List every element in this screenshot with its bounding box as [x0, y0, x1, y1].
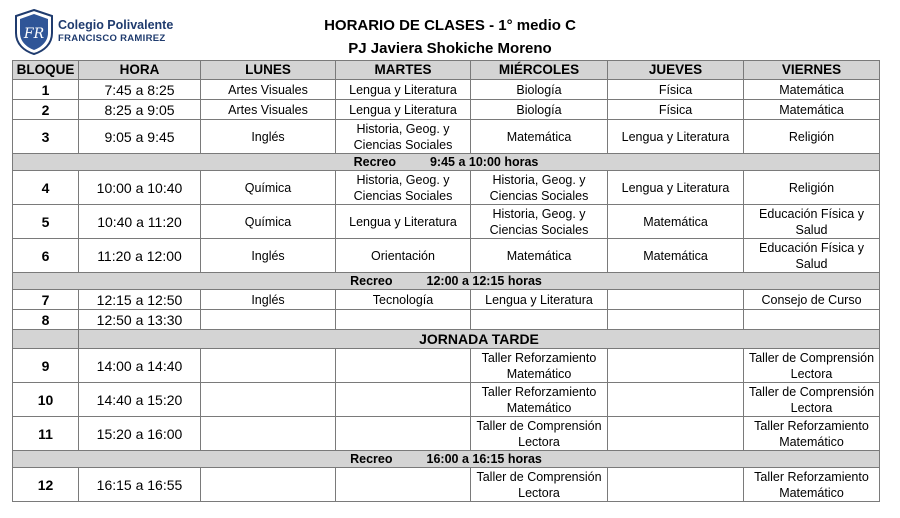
- column-header: JUEVES: [608, 61, 744, 80]
- time-range: 10:40 a 11:20: [79, 205, 201, 239]
- table-row: [13, 120, 880, 154]
- subject-line: Química: [244, 214, 292, 229]
- subject-cell: [608, 120, 744, 154]
- subject-cell: [471, 290, 608, 310]
- subject-line: Ciencias Sociales: [353, 137, 453, 152]
- subject-line: Biología: [516, 102, 562, 117]
- subject-cell: [336, 417, 471, 451]
- table-row: [13, 349, 880, 383]
- subject-cell: [744, 417, 880, 451]
- block-number: 10: [13, 383, 79, 417]
- table-row: [13, 205, 880, 239]
- subject-cell: [471, 383, 608, 417]
- subject-cell: [201, 468, 336, 502]
- subject-cell: [336, 349, 471, 383]
- subject-cell: [336, 383, 471, 417]
- subject-line: Consejo de Curso: [761, 292, 862, 307]
- column-header: MIÉRCOLES: [471, 61, 608, 80]
- subject-line: Física: [658, 82, 693, 97]
- subject-cell: [744, 80, 880, 100]
- time-range: 8:25 a 9:05: [79, 100, 201, 120]
- subject-line: Salud: [795, 256, 828, 271]
- table-row: [13, 310, 880, 330]
- table-row: [13, 290, 880, 310]
- subject-cell: [608, 417, 744, 451]
- subject-cell: [744, 468, 880, 502]
- subject-line: Educación Física y: [759, 240, 864, 255]
- subject-cell: [471, 80, 608, 100]
- page-subtitle: PJ Javiera Shokiche Moreno: [348, 40, 552, 57]
- subject-line: Taller de Comprensión: [476, 418, 602, 433]
- subject-cell: [201, 239, 336, 273]
- column-header: BLOQUE: [13, 61, 79, 80]
- subject-line: Lectora: [518, 434, 560, 449]
- subject-cell: [336, 468, 471, 502]
- subject-cell: [336, 290, 471, 310]
- subject-cell: [201, 100, 336, 120]
- crest-monogram: FR: [23, 26, 45, 42]
- subject-cell: [201, 383, 336, 417]
- subject-line: Matemática: [779, 82, 844, 97]
- time-range: 16:15 a 16:55: [79, 468, 201, 502]
- time-range: 10:00 a 10:40: [79, 171, 201, 205]
- subject-cell: [471, 239, 608, 273]
- subject-cell: [471, 349, 608, 383]
- table-row: [13, 239, 880, 273]
- subject-line: Matemático: [779, 434, 844, 449]
- subject-line: Lengua y Literatura: [621, 129, 730, 144]
- subject-cell: [201, 290, 336, 310]
- session-spacer: [13, 330, 79, 349]
- schedule-body: [13, 80, 880, 502]
- subject-line: Lengua y Literatura: [349, 214, 457, 229]
- column-header: MARTES: [336, 61, 471, 80]
- time-range: 15:20 a 16:00: [79, 417, 201, 451]
- block-number: 4: [13, 171, 79, 205]
- break-row: [13, 154, 880, 171]
- column-header: VIERNES: [744, 61, 880, 80]
- block-number: 3: [13, 120, 79, 154]
- table-row: [13, 468, 880, 502]
- block-number: 8: [13, 310, 79, 330]
- subject-cell: [744, 310, 880, 330]
- subject-line: Ciencias Sociales: [353, 188, 453, 203]
- subject-line: Taller Reforzamiento: [754, 469, 869, 484]
- subject-line: Religión: [788, 180, 835, 195]
- subject-cell: [471, 171, 608, 205]
- subject-line: Ciencias Sociales: [489, 222, 589, 237]
- subject-line: Inglés: [251, 129, 285, 144]
- subject-line: Artes Visuales: [228, 82, 308, 97]
- table-row: [13, 80, 880, 100]
- session-label: JORNADA TARDE: [79, 330, 880, 349]
- subject-cell: [201, 417, 336, 451]
- block-number: 7: [13, 290, 79, 310]
- break-row: [13, 451, 880, 468]
- subject-cell: [201, 310, 336, 330]
- subject-cell: [608, 383, 744, 417]
- subject-line: Taller de Comprensión: [748, 384, 875, 399]
- header-row: [13, 61, 880, 80]
- block-number: 9: [13, 349, 79, 383]
- subject-line: Historia, Geog. y: [356, 172, 450, 187]
- block-number: 5: [13, 205, 79, 239]
- break-label: Recreo: [350, 452, 393, 466]
- school-name: Colegio Polivalente: [58, 18, 174, 32]
- schedule-table: [12, 60, 880, 502]
- break-time: 12:00 a 12:15 horas: [426, 274, 542, 288]
- subject-line: Artes Visuales: [228, 102, 308, 117]
- subject-line: Matemático: [506, 400, 572, 415]
- subject-cell: [336, 205, 471, 239]
- subject-line: Lectora: [790, 366, 833, 381]
- table-row: [13, 383, 880, 417]
- subject-line: Lengua y Literatura: [485, 292, 593, 307]
- time-range: 9:05 a 9:45: [79, 120, 201, 154]
- subject-line: Taller de Comprensión: [748, 350, 875, 365]
- subject-line: Matemática: [506, 248, 572, 263]
- time-range: 14:40 a 15:20: [79, 383, 201, 417]
- subject-cell: [608, 310, 744, 330]
- subject-cell: [744, 171, 880, 205]
- subject-cell: [744, 383, 880, 417]
- subject-cell: [608, 468, 744, 502]
- subject-line: Taller Reforzamiento: [481, 350, 597, 365]
- subject-line: Taller de Comprensión: [476, 469, 602, 484]
- time-range: 7:45 a 8:25: [79, 80, 201, 100]
- subject-cell: [336, 120, 471, 154]
- subject-cell: [201, 205, 336, 239]
- subject-cell: [471, 205, 608, 239]
- block-number: 12: [13, 468, 79, 502]
- subject-line: Lectora: [790, 400, 833, 415]
- subject-cell: [608, 349, 744, 383]
- subject-cell: [201, 349, 336, 383]
- subject-cell: [201, 80, 336, 100]
- subject-line: Lectora: [518, 485, 560, 500]
- subject-line: Química: [244, 180, 292, 195]
- subject-cell: [744, 349, 880, 383]
- subject-line: Lengua y Literatura: [621, 180, 730, 195]
- subject-line: Matemático: [506, 366, 572, 381]
- break-time: 9:45 a 10:00 horas: [429, 155, 539, 169]
- subject-cell: [336, 239, 471, 273]
- subject-line: Taller Reforzamiento: [481, 384, 597, 399]
- subject-cell: [608, 80, 744, 100]
- subject-line: Lengua y Literatura: [349, 102, 457, 117]
- subject-line: Inglés: [251, 248, 285, 263]
- subject-line: Orientación: [371, 248, 435, 263]
- school-name-secondary: FRANCISCO RAMIREZ: [58, 33, 166, 44]
- table-row: [13, 417, 880, 451]
- subject-cell: [336, 310, 471, 330]
- subject-cell: [744, 100, 880, 120]
- subject-cell: [471, 417, 608, 451]
- subject-line: Religión: [788, 129, 835, 144]
- column-header: LUNES: [201, 61, 336, 80]
- column-header: HORA: [79, 61, 201, 80]
- subject-line: Matemática: [643, 214, 708, 229]
- break-label: Recreo: [350, 274, 393, 288]
- break-cell: [13, 451, 880, 468]
- subject-cell: [744, 290, 880, 310]
- subject-cell: [336, 171, 471, 205]
- table-row: [13, 100, 880, 120]
- subject-line: Historia, Geog. y: [356, 121, 450, 136]
- page-title: HORARIO DE CLASES - 1° medio C: [324, 17, 576, 34]
- break-cell: [13, 154, 880, 171]
- subject-cell: [471, 468, 608, 502]
- block-number: 2: [13, 100, 79, 120]
- table-row: [13, 171, 880, 205]
- subject-line: Taller Reforzamiento: [754, 418, 869, 433]
- subject-line: Salud: [795, 222, 828, 237]
- subject-cell: [336, 80, 471, 100]
- subject-line: Historia, Geog. y: [492, 172, 586, 187]
- block-number: 1: [13, 80, 79, 100]
- subject-cell: [608, 205, 744, 239]
- subject-line: Matemática: [643, 248, 708, 263]
- subject-line: Tecnología: [372, 292, 434, 307]
- time-range: 12:50 a 13:30: [79, 310, 201, 330]
- block-number: 11: [13, 417, 79, 451]
- session-row: [13, 330, 880, 349]
- break-label: Recreo: [353, 155, 396, 169]
- subject-cell: [471, 120, 608, 154]
- subject-cell: [471, 100, 608, 120]
- subject-line: Matemático: [779, 485, 844, 500]
- block-number: 6: [13, 239, 79, 273]
- subject-line: Ciencias Sociales: [489, 188, 589, 203]
- break-time: 16:00 a 16:15 horas: [426, 452, 542, 466]
- subject-line: Lengua y Literatura: [349, 82, 457, 97]
- subject-line: Física: [658, 102, 693, 117]
- subject-line: Historia, Geog. y: [492, 206, 586, 221]
- break-row: [13, 273, 880, 290]
- subject-line: Biología: [516, 82, 562, 97]
- time-range: 14:00 a 14:40: [79, 349, 201, 383]
- subject-cell: [608, 290, 744, 310]
- subject-cell: [201, 171, 336, 205]
- subject-cell: [608, 100, 744, 120]
- subject-cell: [201, 120, 336, 154]
- time-range: 11:20 a 12:00: [79, 239, 201, 273]
- subject-cell: [744, 120, 880, 154]
- subject-cell: [608, 171, 744, 205]
- break-cell: [13, 273, 880, 290]
- subject-line: Educación Física y: [759, 206, 864, 221]
- subject-cell: [744, 239, 880, 273]
- subject-cell: [744, 205, 880, 239]
- subject-line: Inglés: [251, 292, 285, 307]
- time-range: 12:15 a 12:50: [79, 290, 201, 310]
- subject-line: Matemática: [506, 129, 572, 144]
- subject-cell: [471, 310, 608, 330]
- subject-line: Matemática: [779, 102, 844, 117]
- subject-cell: [336, 100, 471, 120]
- subject-cell: [608, 239, 744, 273]
